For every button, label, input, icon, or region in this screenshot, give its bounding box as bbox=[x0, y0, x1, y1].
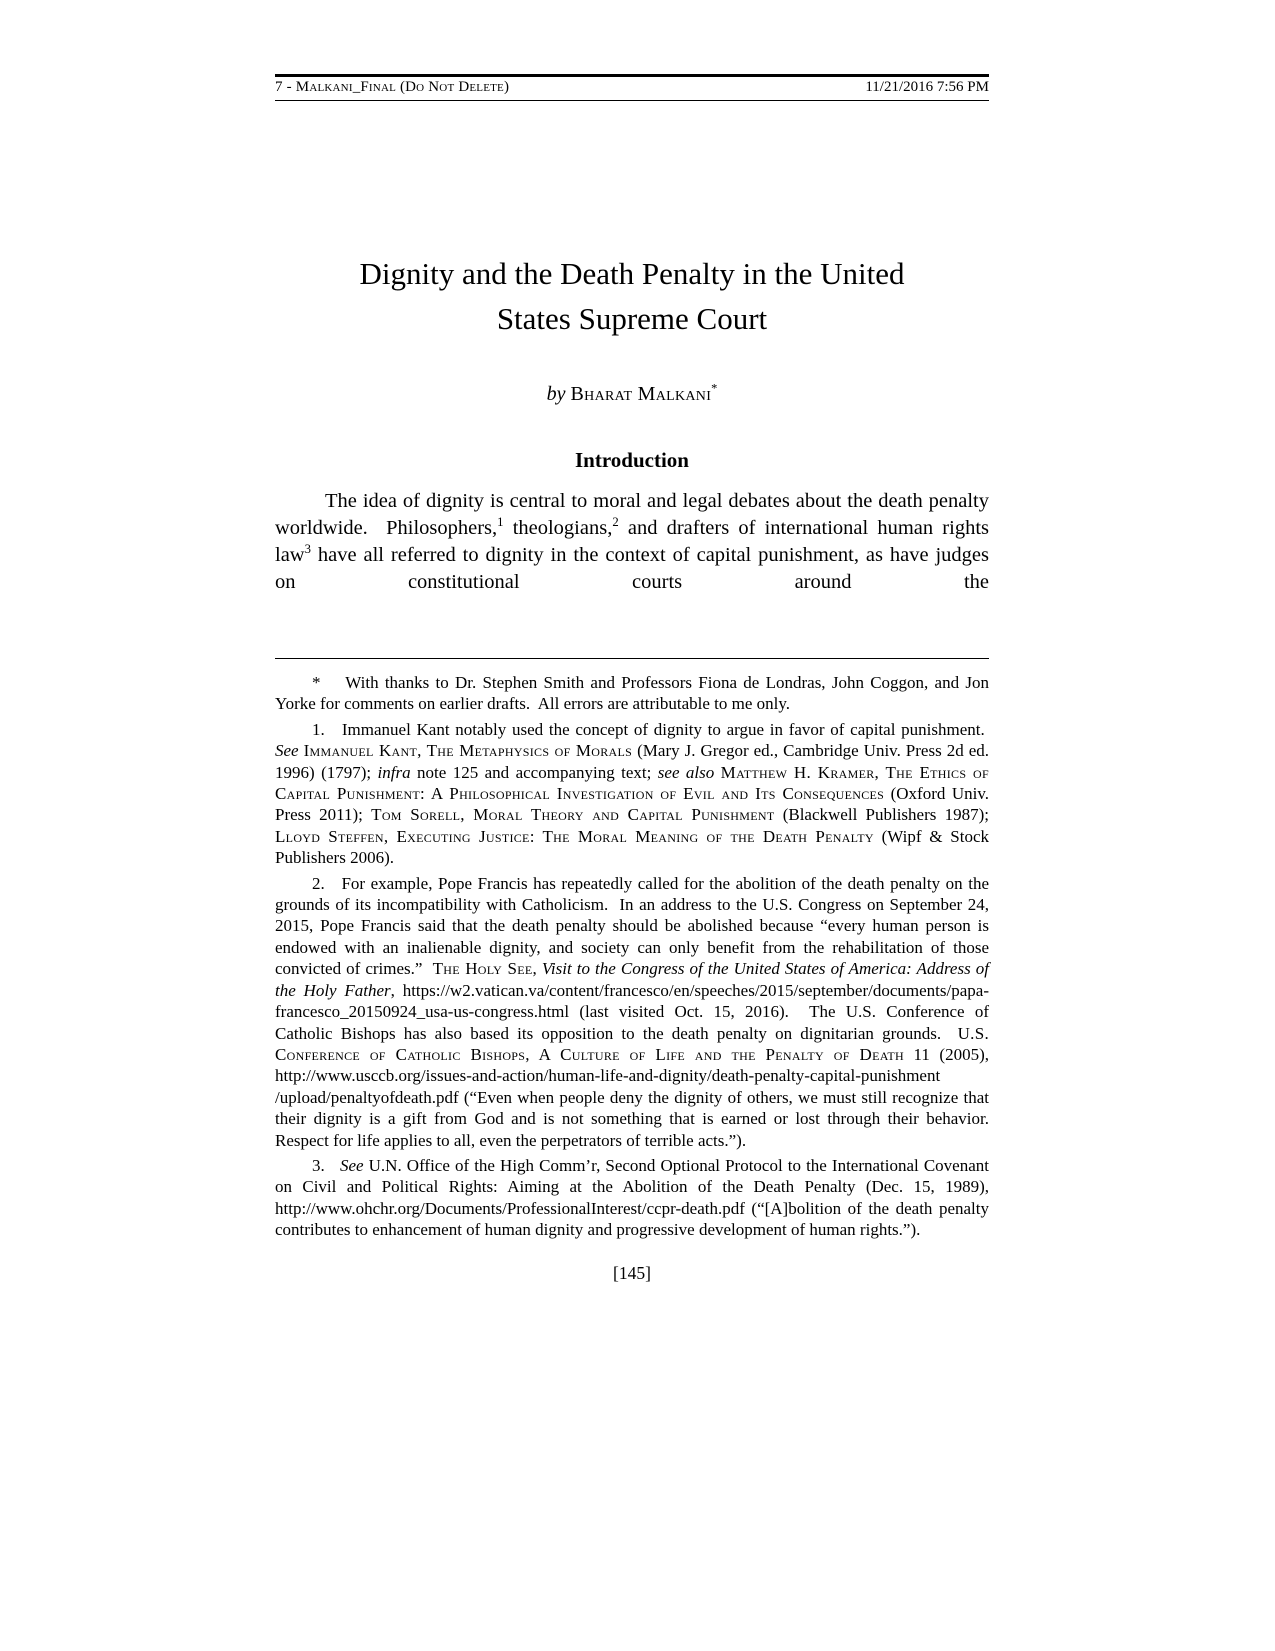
text-run: by bbox=[546, 383, 571, 405]
text-run: See bbox=[275, 741, 299, 761]
text-run: The Holy See bbox=[432, 959, 533, 979]
text-run: The idea of dignity is central to moral and legal debates about the death penalty worldwide. Philosophers, bbox=[275, 490, 989, 539]
page-number: [145] bbox=[613, 1262, 651, 1283]
running-header-filename: 7 - Malkani_Final (Do Not Delete) bbox=[275, 79, 510, 95]
text-run: Matthew H. Kramer, The Ethics of Capital Punishment: A Philosophical Investigation of Evil and Its Consequences bbox=[275, 762, 989, 804]
footnote-separator bbox=[275, 658, 989, 659]
text-run: and drafters of international human rights law bbox=[275, 517, 989, 566]
article-title-line1: Dignity and the Death Penalty in the United bbox=[359, 256, 905, 291]
text-run: have all referred to dignity in the context of capital punishment, as have judges on constitutional courts around the bbox=[275, 544, 989, 593]
byline bbox=[275, 383, 989, 406]
text-run: theologians, bbox=[503, 517, 613, 539]
text-run: 3. bbox=[312, 1155, 340, 1175]
footnote-3 bbox=[275, 1155, 989, 1241]
text-run: infra bbox=[377, 762, 411, 782]
text-run: Bharat Malkani bbox=[570, 383, 712, 405]
text-run: Tom Sorell, Moral Theory and Capital Punishment bbox=[371, 805, 775, 825]
text-run: 2. For example, Pope Francis has repeatedly called for the abolition of the death penalty on the grounds of its incompatibility with Catholicism. In an address to the U.S. Congress on September 24, 2015, Pope Francis said that the death penalty should be abolished because “every human person is endowed with an inalienable dignity, and society can only benefit from the rehabilitation of those convicted of crimes.” bbox=[275, 873, 989, 979]
text-run: see also bbox=[657, 762, 715, 782]
footnote-1 bbox=[275, 719, 989, 869]
text-run: (Oxford Univ. Press 2011); bbox=[275, 784, 989, 825]
introduction-heading: Introduction bbox=[575, 448, 689, 472]
footnotes-section bbox=[275, 672, 989, 1241]
text-run: 1. Immanuel Kant notably used the concept of dignity to argue in favor of capital punishment. bbox=[312, 719, 989, 739]
text-run: 2 bbox=[612, 515, 619, 530]
text-run: (Mary J. Gregor ed., Cambridge Univ. Press 2d ed. 1996) (1797); bbox=[275, 741, 989, 782]
text-column bbox=[275, 0, 989, 1284]
text-run: note 125 and accompanying text; bbox=[410, 762, 658, 782]
text-run: Lloyd Steffen, Executing Justice: The Moral Meaning of the Death Penalty bbox=[275, 826, 874, 846]
text-run: U.N. Office of the High Comm’r, Second Optional Protocol to the International Covenant on Civil and Political Rights: Aiming at the Abolition of the Death Penalty (Dec. 15, 1989), http://www.ohchr.org/Documents/ProfessionalInterest/ccpr-death.pdf (“[A]bolition of the death penalty contributes to enhancement of human dignity and progressive development of human rights.”). bbox=[275, 1155, 989, 1240]
text-run: U.S. Conference of Catholic Bishops, A Culture of Life and the Penalty of Death bbox=[275, 1023, 989, 1064]
running-header-timestamp: 11/21/2016 7:56 PM bbox=[865, 79, 989, 95]
text-run: , https://w2.vatican.va/content/​francesco/en/speeches/2015/september/documents/papa-francesco_20150924_usa-us-​congress.html (last visited Oct. 15, 2016). The U.S. Conference of Catholic Bishops has also based its opposition to the death penalty on dignitarian grounds. bbox=[275, 980, 989, 1043]
text-run: Immanuel Kant, The Metaphysics of Morals bbox=[303, 741, 633, 761]
text-run: Visit to the Congress of the United States of America: Address of the Holy Father bbox=[275, 959, 989, 1000]
text-run: 11 (2005), http://www.usccb.org/issues-and-action/human-life-and-dignity/death-penalty-capital-punishment​/upload/penaltyofdeath.pdf (“Even when people deny the dignity of others, we must still recognize that their dignity is a gift from God and is not something that is earned or lost through their behavior. Respect for life applies to all, even the perpetrators of terrible acts.”). bbox=[275, 1044, 989, 1150]
text-run: * bbox=[711, 381, 718, 396]
text-run: 1 bbox=[497, 515, 504, 530]
text-run: , bbox=[532, 959, 542, 979]
body-paragraph bbox=[275, 488, 989, 596]
text-run: (Wipf & Stock Publishers 2006). bbox=[275, 826, 989, 868]
running-header bbox=[275, 74, 989, 101]
footnote-2 bbox=[275, 873, 989, 1151]
text-run: 3 bbox=[304, 542, 311, 557]
footnote-star bbox=[275, 672, 989, 715]
text-run: See bbox=[339, 1155, 364, 1175]
article-title-line2: States Supreme Court bbox=[496, 301, 768, 336]
text-run: (Blackwell Publishers 1987); bbox=[774, 805, 989, 825]
article-title bbox=[275, 251, 989, 341]
text-run: * With thanks to Dr. Stephen Smith and Professors Fiona de Londras, John Coggon, and Jon Yorke for comments on earlier drafts. All errors are attributable to me only. bbox=[275, 673, 989, 714]
